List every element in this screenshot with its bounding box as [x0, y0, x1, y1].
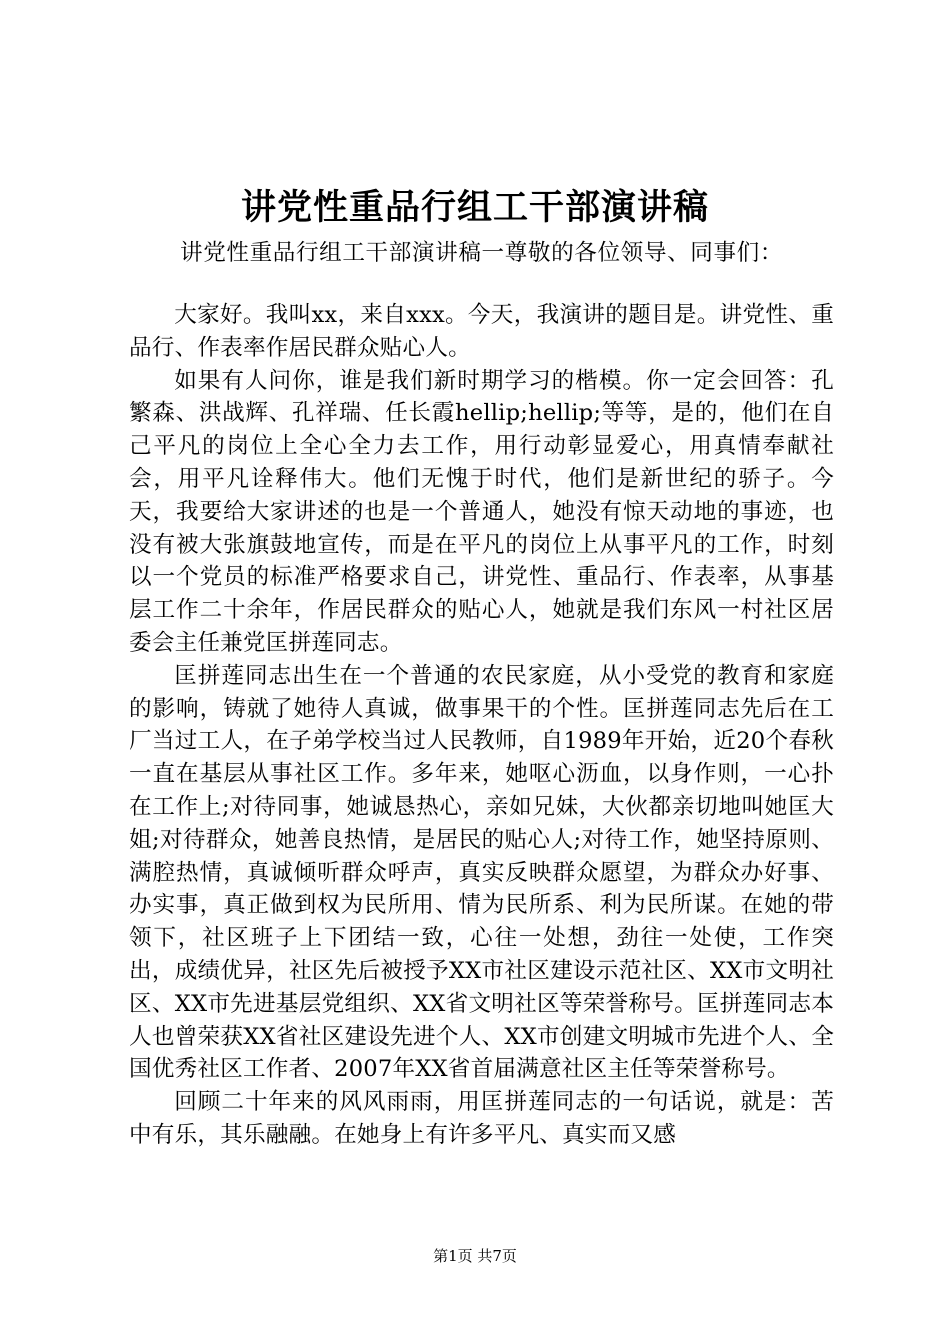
document-subtitle: 讲党性重品行组工干部演讲稿一尊敬的各位领导、同事们： [180, 240, 784, 266]
document-body [129, 299, 834, 1152]
paragraph: 回顾二十年来的风风雨雨，用匡拼莲同志的一句话说，就是：苦中有乐，其乐融融。在她身上有许多平凡、真实而又感 [129, 1089, 834, 1148]
page-number-footer: 第1页 共7页 [433, 1247, 517, 1265]
paragraph: 大家好。我叫xx，来自xxx。今天，我演讲的题目是。讲党性、重品行、作表率作居民群众贴心人。 [129, 302, 834, 361]
paragraph: 匡拼莲同志出生在一个普通的农民家庭，从小受党的教育和家庭的影响，铸就了她待人真诚，做事果干的个性。匡拼莲同志先后在工厂当过工人，在子弟学校当过人民教师，自1989年开始，近20个春秋一直在基层从事社区工作。多年来，她呕心沥血，以身作则，一心扑在工作上;对待同事，她诚恳热心，亲如兄妹，大伙都亲切地叫她匡大姐;对待群众，她善良热情，是居民的贴心人;对待工作，她坚持原则、满腔热情，真诚倾听群众呼声，真实反映群众愿望，为群众办好事、办实事，真正做到权为民所用、情为民所系、利为民所谋。在她的带领下，社区班子上下团结一致，心往一处想，劲往一处使，工作突出，成绩优异，社区先后被授予XX市社区建设示范社区、XX市文明社区、XX市先进基层党组织、XX省文明社区等荣誉称号。匡拼莲同志本人也曾荣获XX省社区建设先进个人、XX市创建文明城市先进个人、全国优秀社区工作者、2007年XX省首届满意社区主任等荣誉称号。 [129, 662, 834, 1083]
document-title: 讲党性重品行组工干部演讲稿 [240, 187, 709, 228]
paragraph: 如果有人问你，谁是我们新时期学习的楷模。你一定会回答：孔繁森、洪战辉、孔祥瑞、任长霞hellip;hellip;等等，是的，他们在自己平凡的岗位上全心全力去工作，用行动彰显爱心，用真情奉献社会，用平凡诠释伟大。他们无愧于时代，他们是新世纪的骄子。今天，我要给大家讲述的也是一个普通人，她没有惊天动地的事迹，也没有被大张旗鼓地宣传，而是在平凡的岗位上从事平凡的工作，时刻以一个党员的标准严格要求自己，讲党性、重品行、作表率，从事基层工作二十余年，作居民群众的贴心人，她就是我们东风一村社区居委会主任兼党匡拼莲同志。 [129, 367, 834, 656]
